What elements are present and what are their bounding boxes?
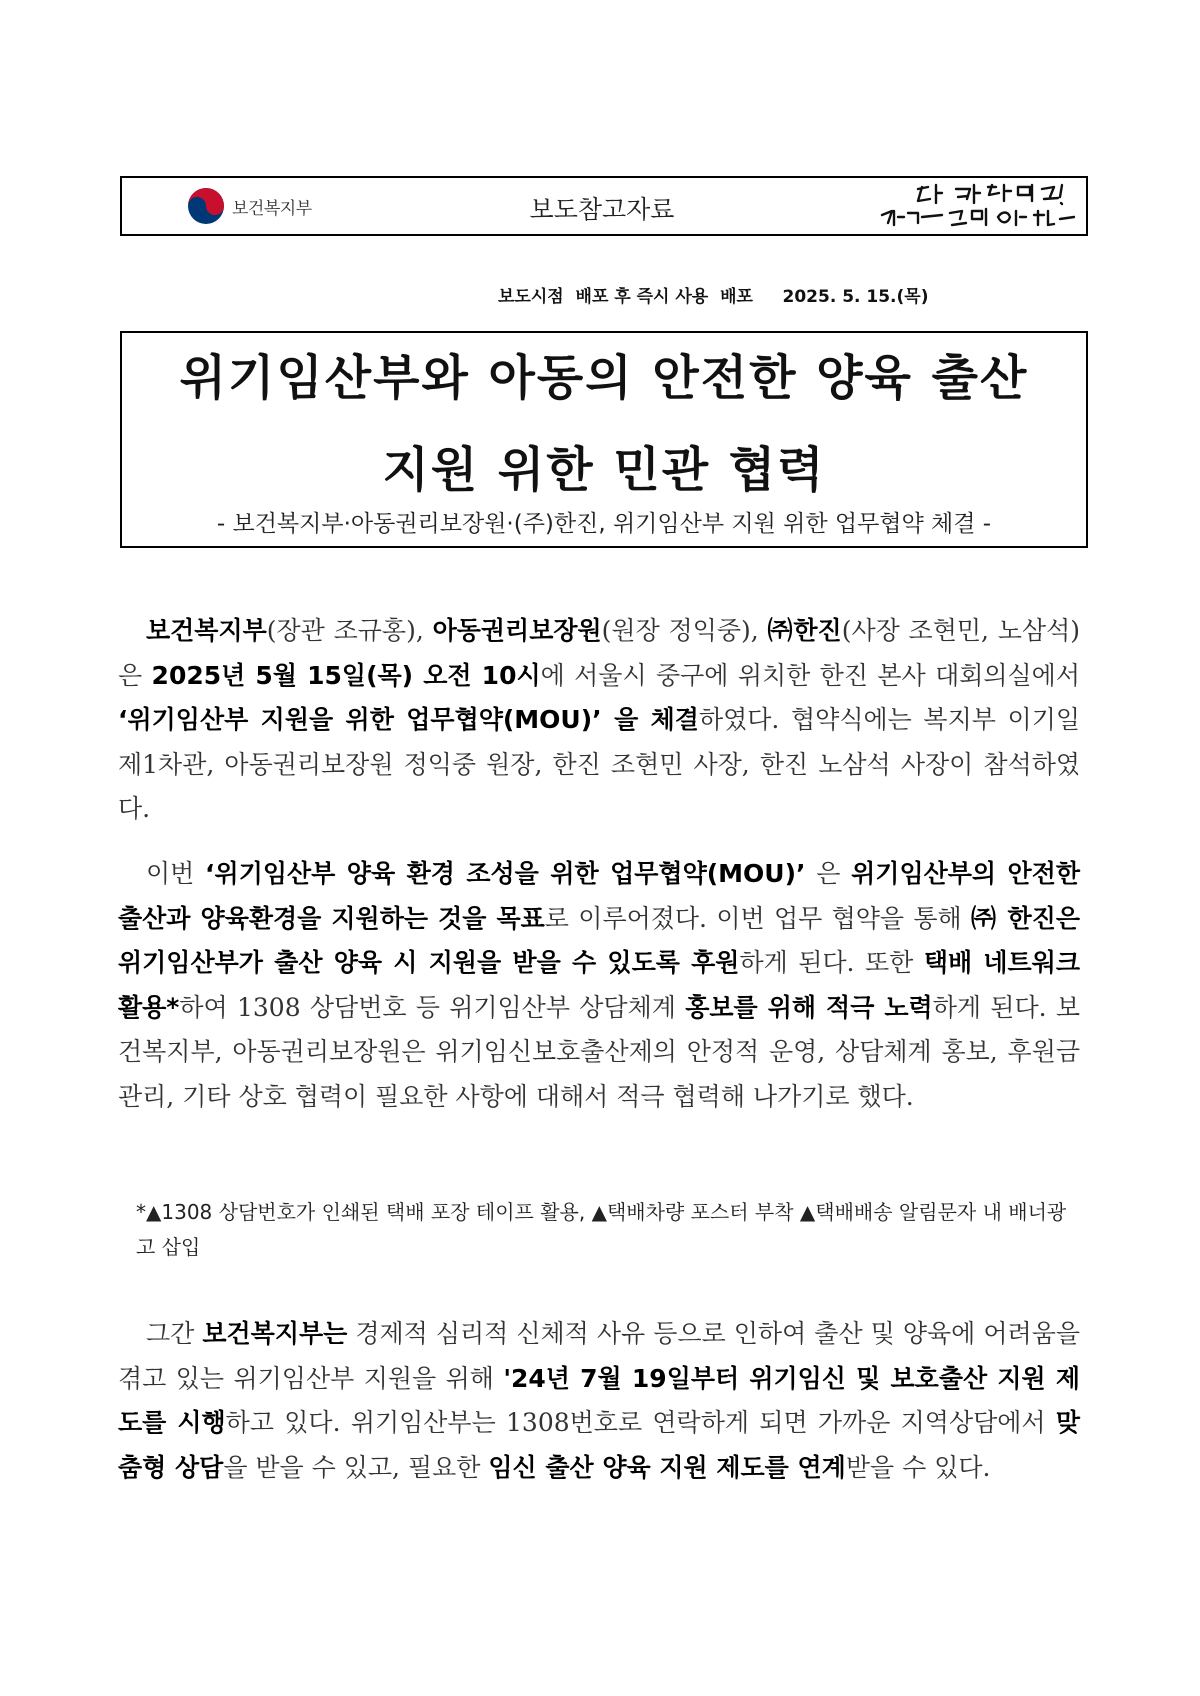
p1-span-2: (장관 조규홍), [266, 616, 433, 645]
p3-span-3: 경제적 심리적 신체적 사유 등으로 인하여 출산 및 양육에 어려움을 겪고 있는 위기임산부 지원을 위해 [118, 1319, 1080, 1393]
p2-span-8: 택배 네트워크 활용* [118, 948, 1080, 1022]
p1-span-5: ㈜한진 [767, 616, 842, 645]
p1-span-3: 아동권리보장원 [432, 616, 602, 645]
header-box [120, 176, 1088, 236]
headline-line-2: 지원 위한 민관 협력 [382, 442, 826, 498]
ministry-logo [186, 186, 312, 226]
p2-span-11: 하게 된다. 보건복지부, 아동권리보장원은 위기임신보호출산제의 안정적 운영, 상담체계 홍보, 후원금 관리, 기타 상호 협력이 필요한 사항에 대해서 적극 협력해 나가기로 했다. [118, 992, 1080, 1111]
p1-span-4: (원장 정익중), [601, 616, 768, 645]
p2-span-7: 하게 된다. 또한 [739, 948, 924, 977]
paragraph-1 [118, 609, 1080, 832]
p1-span-6: (사장 조현민, 노삼석)은 [118, 616, 1080, 690]
p2-span-5: 로 이루어졌다. 이번 업무 협약을 통해 [544, 903, 972, 933]
title-box [120, 331, 1088, 548]
p3-span-4: '24년 7월 19일부터 위기임신 및 보호출산 지원 제도를 시행 [118, 1363, 1080, 1437]
p3-span-6: 맞춤형 상담 [118, 1408, 1080, 1482]
paragraph-3 [118, 1312, 1080, 1490]
paragraph-2 [118, 852, 1080, 1119]
p2-span-3: 은 [805, 859, 852, 888]
document-type: 보도참고자료 [529, 195, 675, 224]
release-info: 보도시점 배포 후 즉시 사용 배포 2025. 5. 15.(목) [498, 287, 929, 307]
subtitle: - 보건복지부·아동권리보장원·(주)한진, 위기임산부 지원 위한 업무협약 체결 - [216, 511, 992, 537]
p3-span-7: 을 받을 수 있고, 필요한 [223, 1452, 489, 1482]
p3-span-2: 보건복지부는 [202, 1319, 348, 1348]
p2-span-1: 이번 [146, 859, 206, 888]
p2-span-4: 위기임산부의 안전한 출산과 양육환경을 지원하는 것을 목표 [118, 859, 1081, 933]
p1-span-9: ‘위기임산부 지원을 위한 업무협약(MOU)’ 을 체결 [118, 705, 699, 734]
p3-span-5: 하고 있다. 위기임산부는 1308번호로 연락하게 되면 가까운 지역상담에서 [225, 1408, 1056, 1437]
headline-line-1: 위기임산부와 아동의 안전한 양육 출산 [179, 350, 1029, 406]
p1-span-8: 에 서울시 중구에 위치한 한진 본사 대회의실에서 [540, 660, 1080, 690]
p3-span-9: 받을 수 있다. [845, 1452, 991, 1482]
slogan-calligraphy [822, 181, 1082, 233]
p2-span-2: ‘위기임산부 양육 환경 조성을 위한 업무협약(MOU)’ [205, 859, 806, 888]
p3-span-8: 임신 출산 양육 지원 제도를 연계 [488, 1452, 846, 1482]
p2-span-9: 하여 1308 상담번호 등 위기임산부 상담체계 [179, 992, 686, 1022]
p2-span-6: ㈜ 한진은 위기임산부가 출산 양육 시 지원을 받을 수 있도록 후원 [118, 903, 1080, 977]
taegeuk-emblem-icon [186, 186, 226, 226]
footnote: *▲1308 상담번호가 인쇄된 택배 포장 테이프 활용, ▲택배차량 포스터 부착 ▲택배배송 알림문자 내 배너광고 삽입 [136, 1200, 1067, 1259]
p1-span-1: 보건복지부 [146, 616, 267, 645]
logo-text: 보건복지부 [232, 198, 312, 219]
p1-span-10: 하였다. 협약식에는 복지부 이기일 제1차관, 아동권리보장원 정익중 원장, 한진 조현민 사장, 한진 노삼석 사장이 참석하였다. [118, 705, 1080, 823]
p2-span-10: 홍보를 위해 적극 노력 [685, 992, 933, 1022]
p1-span-7: 2025년 5월 15일(목) 오전 10시 [151, 660, 541, 690]
p3-span-1: 그간 [146, 1319, 203, 1348]
